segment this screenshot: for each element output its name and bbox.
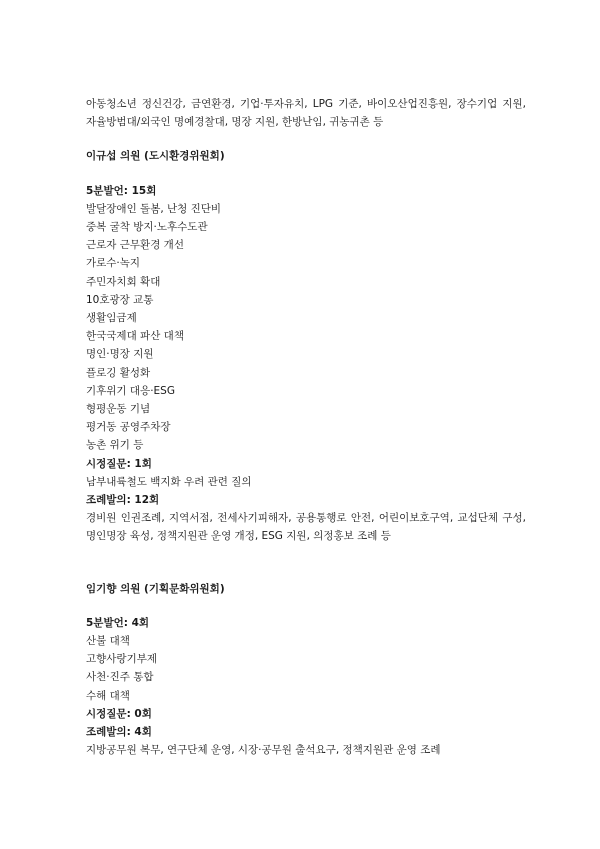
document-body bbox=[86, 95, 526, 760]
member2-ordinance-label: 조례발의: 4회 bbox=[86, 726, 152, 739]
intro-paragraph: 아동청소년 정신건강, 금연환경, 기업·투자유치, LPG 기준, 바이오산업진흥원, 장수기업 지원, 자율방범대/외국인 명예경찰대, 명장 지원, 한방난임, 귀농귀촌 등 bbox=[86, 98, 526, 129]
list-item: 발달장애인 돌봄, 난청 진단비 bbox=[86, 202, 222, 215]
member2-ordinance-text: 지방공무원 복무, 연구단체 운영, 시장·공무원 출석요구, 정책지원관 운영 조례 bbox=[86, 744, 441, 757]
list-item: 남부내륙철도 백지화 우려 관련 질의 bbox=[86, 475, 252, 488]
member2-header: 임기향 의원 (기획문화위원회) bbox=[86, 582, 225, 595]
member1-ordinance-label: 조례발의: 12회 bbox=[86, 494, 160, 507]
list-item: 산불 대책 bbox=[86, 635, 130, 648]
member2-speech-label: 5분발언: 4회 bbox=[86, 616, 150, 629]
list-item: 가로수·녹지 bbox=[86, 257, 141, 270]
member1-question-label: 시정질문: 1회 bbox=[86, 457, 152, 470]
list-item: 수해 대책 bbox=[86, 689, 130, 702]
list-item: 근로자 근무환경 개선 bbox=[86, 239, 184, 252]
list-item: 사천·진주 통합 bbox=[86, 671, 154, 684]
list-item: 명인·명장 지원 bbox=[86, 348, 154, 361]
member1-ordinance-text: 경비원 인권조례, 지역서점, 전세사기피해자, 공용통행로 안전, 어린이보호구역, 교섭단체 구성, 명인명장 육성, 정책지원관 운영 개정, ESG 지원, 의정홍보 조례 등 bbox=[86, 512, 526, 543]
spacer bbox=[86, 598, 526, 614]
list-item: 기후위기 대응·ESG bbox=[86, 384, 175, 397]
list-item: 플로깅 활성화 bbox=[86, 366, 151, 379]
list-item: 주민자치회 확대 bbox=[86, 275, 161, 288]
list-item: 10호광장 교통 bbox=[86, 293, 154, 306]
spacer bbox=[86, 166, 526, 182]
member2-question-label: 시정질문: 0회 bbox=[86, 707, 152, 720]
list-item: 평거동 공영주차장 bbox=[86, 421, 171, 434]
list-item: 형평운동 기념 bbox=[86, 403, 151, 416]
member2-speech-list bbox=[86, 632, 526, 705]
member1-speech-label: 5분발언: 15회 bbox=[86, 184, 157, 197]
spacer bbox=[86, 131, 526, 147]
list-item: 농촌 위기 등 bbox=[86, 439, 144, 452]
spacer bbox=[86, 546, 526, 580]
member1-speech-list bbox=[86, 200, 526, 455]
list-item: 한국국제대 파산 대책 bbox=[86, 330, 184, 343]
list-item: 고향사랑기부제 bbox=[86, 653, 158, 666]
list-item: 중복 굴착 방지·노후수도관 bbox=[86, 221, 208, 234]
list-item: 생활임금제 bbox=[86, 312, 137, 325]
member1-header: 이규섭 의원 (도시환경위원회) bbox=[86, 150, 225, 163]
